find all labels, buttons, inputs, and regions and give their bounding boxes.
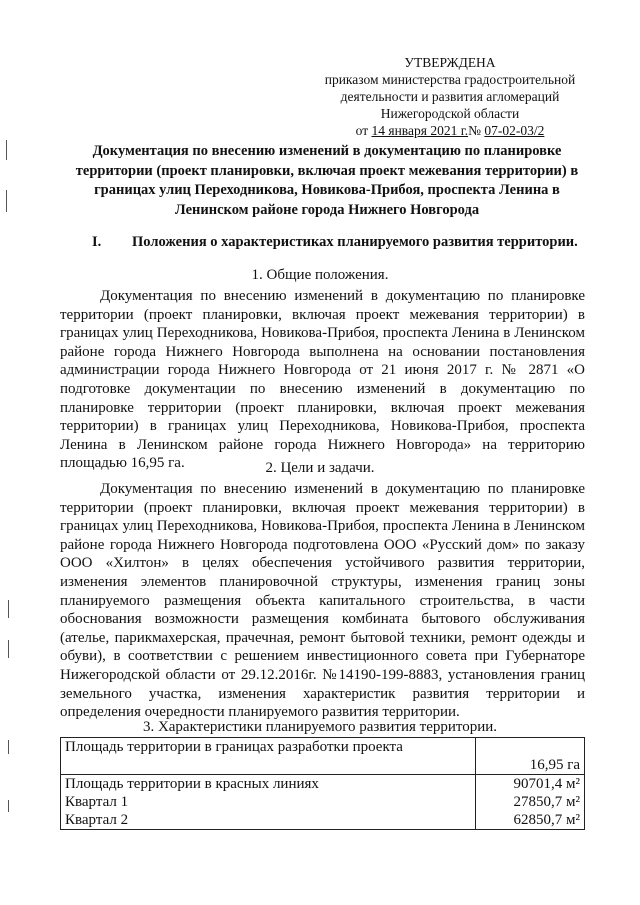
row-value: 16,95 га xyxy=(476,738,585,775)
scan-artifact xyxy=(8,800,9,812)
table-row xyxy=(61,775,585,794)
approval-date-line xyxy=(300,122,600,139)
subsection-heading-3: 3. Характеристики планируемого развития территории. xyxy=(142,719,498,735)
date-prefix: от xyxy=(355,123,369,138)
table-row xyxy=(61,738,585,775)
subsection-heading-2: 2. Цели и задачи. xyxy=(265,460,375,476)
row-value: 27850,7 м² xyxy=(476,793,585,811)
approval-stamp xyxy=(300,54,600,139)
paragraph-goals: Документация по внесению изменений в документацию по планировке территории (проект планировки, включая проект межевания территории) в границах улиц Переходникова, Новикова-Прибоя, проспекта Ленина в Ленинском районе города Нижнего Новгорода подготовлена ООО «Русский дом» по заказу ООО «Хилтон» в целях обеспечения устойчивого развития территории, изменения элементов планировочной структуры, изменения границ зоны планируемого размещения объекта капитального строительства, в части обоснования возможности размещения комбината бытового обслуживания (ателье, парикмахерская, прачечная, ремонт бытовой техники, ремонт одежды и обуви), в соответствии с решением инвестиционного совета при Губернаторе Нижегородской области от 29.12.2016г. №14190-199-8883, установления границ земельного участка, изменения характеристик развития территории и определения очередности планируемого развития территории. xyxy=(60,481,585,721)
approval-line: деятельности и развития агломераций xyxy=(340,89,560,104)
subsection-heading-1: 1. Общие положения. xyxy=(251,267,389,283)
section-number: I. xyxy=(92,234,102,250)
paragraph-general: Документация по внесению изменений в документацию по планировке территории (проект планировки, включая проект межевания территории) в границах улиц Переходникова, Новикова-Прибоя, проспекта Ленина в Ленинском районе города Нижнего Новгорода выполнена на основании постановления администрации города Нижнего Новгорода от 21 июня 2017 г. № 2871 «О подготовке документации по внесению изменений в документацию по планировке территории (проект планировки, включая проект межевания территории) в границах улиц Переходникова, Новикова-Прибоя, проспекта Ленина в Ленинском районе города Нижнего Новгорода» на территорию площадью 16,95 га. xyxy=(60,288,585,472)
row-value: 90701,4 м² xyxy=(476,775,585,794)
row-label: Площадь территории в границах разработки проекта xyxy=(61,738,476,775)
row-value: 62850,7 м² xyxy=(476,811,585,830)
section-heading xyxy=(92,234,612,251)
scan-artifact xyxy=(6,190,7,212)
approval-number: 07-02-03/2 xyxy=(484,123,545,138)
scan-artifact xyxy=(8,740,9,754)
approval-line: Нижегородской области xyxy=(380,106,520,121)
table-row xyxy=(61,811,585,830)
row-label: Квартал 2 xyxy=(61,811,476,830)
scan-artifact xyxy=(8,640,9,658)
scan-artifact xyxy=(8,600,9,618)
approval-line: приказом министерства градостроительной xyxy=(324,72,576,87)
number-prefix: № xyxy=(468,123,481,138)
scan-artifact xyxy=(6,140,7,160)
section-title: Положения о характеристиках планируемого развития территории. xyxy=(132,234,578,250)
row-label: Площадь территории в красных линиях xyxy=(61,775,476,794)
row-label: Квартал 1 xyxy=(61,793,476,811)
table-row xyxy=(61,793,585,811)
approval-date: 14 января 2021 г. xyxy=(371,123,469,138)
document-title: Документация по внесению изменений в документацию по планировке территории (проект планировки, включая проект межевания территории) в границах улиц Переходникова, Новикова-Прибоя, проспекта Ленина в Ленинском районе города Нижнего Новгорода xyxy=(75,143,579,218)
characteristics-table xyxy=(60,737,585,830)
approval-heading: УТВЕРЖДЕНА xyxy=(404,55,496,70)
